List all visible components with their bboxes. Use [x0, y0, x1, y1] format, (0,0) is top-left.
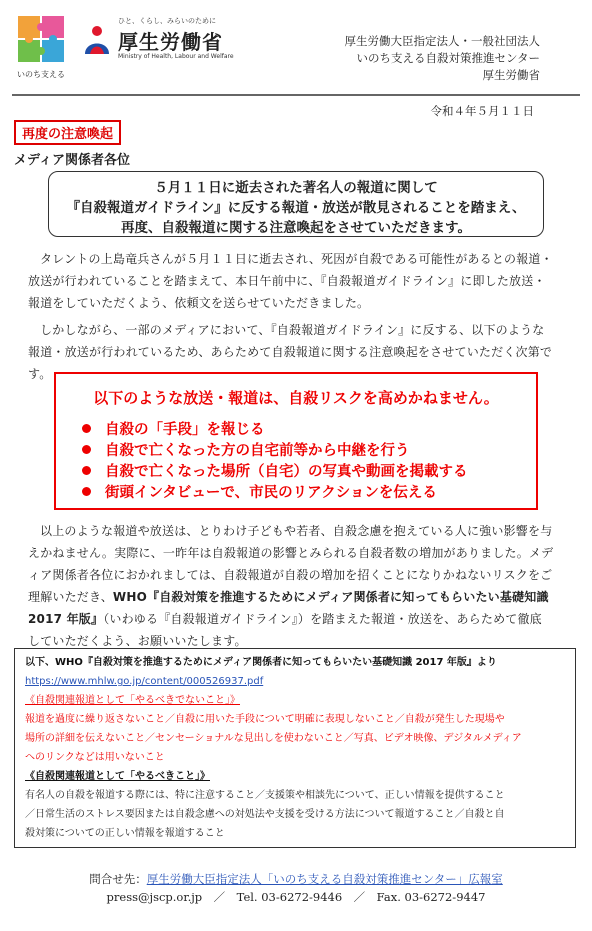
do-heading: 《自殺関連報道として「やるべきこと」》 [25, 771, 210, 782]
letterhead [0, 0, 592, 95]
issuer-line: 厚生労働省 [482, 68, 540, 82]
mhlw-tagline: ひと、くらし、みらいのために [118, 17, 216, 25]
risk-item: 自殺で亡くなった方の自宅前等から中継を行う [82, 441, 468, 462]
recipients: メディア関係者各位 [14, 153, 130, 168]
logo-caption: いのち支える [17, 70, 65, 79]
puzzle-logo-icon [16, 14, 66, 64]
do-line: 有名人の自殺を報道する際には、特に注意すること／支援策や相談先について、正しい情報を提供すること [25, 790, 505, 801]
reference-box [14, 648, 576, 848]
do-line: ／日常生活のストレス要因または自殺念慮への対処法や支援を受ける方法について報道すること／自殺と自 [25, 809, 505, 820]
contact-line [0, 870, 592, 888]
title-line: ５月１１日に逝去された著名人の報道に関して [154, 180, 438, 196]
issuer-line: いのち支える自殺対策推進センター [356, 51, 540, 65]
issue-date: 令和４年５月１１日 [430, 104, 534, 118]
title-line: 再度、自殺報道に関する注意喚起をさせていただきます。 [121, 220, 471, 236]
guideline-link[interactable]: https://www.mhlw.go.jp/content/000526937.pdf [25, 676, 264, 687]
risk-warning-box [54, 372, 538, 510]
contact-org-link[interactable]: 厚生労働大臣指定法人「いのち支える自殺対策推進センター」広報室 [146, 872, 503, 886]
header-divider [12, 94, 580, 96]
paragraph-concern: しかしながら、一部のメディアにおいて、『自殺報道ガイドライン』に反する、以下のような報道・放送が行われているため、あらためて自殺報道に関する注意喚起をさせていただく次第です。 [28, 323, 553, 381]
title-line: 『自殺報道ガイドライン』に反する報道・放送が散見されることを踏まえ、 [66, 200, 526, 216]
issuer-block [345, 33, 541, 84]
jscp-logo [12, 12, 70, 84]
dont-line: 報道を過度に繰り返さないこと／自殺に用いた手段について明確に表現しないこと／自殺が発生した現場や [25, 714, 505, 725]
risk-item: 自殺の「手段」を報じる [82, 420, 468, 441]
contact-label: 問合せ先： [89, 872, 147, 886]
contact-footer [0, 870, 592, 906]
dont-heading: 《自殺関連報道として「やるべきでないこと」》 [25, 695, 240, 706]
risk-item: 自殺で亡くなった場所（自宅）の写真や動画を掲載する [82, 462, 468, 483]
mhlw-name: 厚生労働省 [118, 30, 223, 54]
bullet-icon [82, 466, 91, 475]
do-line: 殺対策についての正しい情報を報道すること [25, 828, 225, 839]
contact-details: press@jscp.or.jp ／ Tel. 03-6272-9446 ／ Fax. 03-6272-9447 [106, 890, 486, 904]
issuer-line: 厚生労働大臣指定法人・一般社団法人 [344, 34, 540, 48]
mhlw-english-name: Ministry of Health, Labour and Welfare [118, 53, 234, 60]
reference-heading: 以下、WHO『自殺対策を推進するためにメディア関係者に知ってもらいたい基礎知識 2017 年版』より [25, 657, 497, 668]
who-guideline-title: WHO『自殺対策を推進するためにメディア関係者に知ってもらいたい基礎知識 2017 年版』 [28, 590, 549, 626]
title-box [48, 171, 544, 237]
paragraph-request: 以上のような報道や放送は、とりわけ子どもや若者、自殺念慮を抱えている人に強い影響を与えかねません。実際に、一昨年は自殺報道の影響とみられる自殺者数の増加がありました。メディア関係者各位におかれましては、自殺報道が自殺の増加を招くことになりかねないリスクをご理解いただき、WHO『自殺対策を推進するためにメディア関係者に知ってもらいたい基礎知識 2017 年版』（いわゆる『自殺報道ガイドライン』）を踏まえた報道・放送を、あらためて徹底していただくよう、お願いいたします。 [28, 524, 554, 648]
mhlw-emblem-icon [82, 24, 112, 56]
bullet-icon [82, 445, 91, 454]
alert-tag: 再度の注意喚起 [14, 120, 121, 145]
bullet-icon [82, 487, 91, 496]
bullet-icon [82, 424, 91, 433]
risk-heading: 以下のような放送・報道は、自殺リスクを高めかねません。 [93, 389, 499, 407]
paragraph-intro: タレントの上島竜兵さんが５月１１日に逝去され、死因が自殺である可能性があるとの報道・放送が行われていることを踏まえて、本日午前中に、『自殺報道ガイドライン』に即した放送・報道をしていただくよう、依頼文を送らせていただきました。 [28, 252, 553, 310]
dont-line: 場所の詳細を伝えないこと／センセーショナルな見出しを使わないこと／写真、ビデオ映像、デジタルメディア [25, 733, 522, 744]
risk-item: 街頭インタビューで、市民のリアクションを伝える [82, 483, 468, 504]
mhlw-logo [82, 16, 242, 66]
risk-list [82, 420, 468, 504]
dont-line: へのリンクなどは用いないこと [25, 752, 165, 763]
